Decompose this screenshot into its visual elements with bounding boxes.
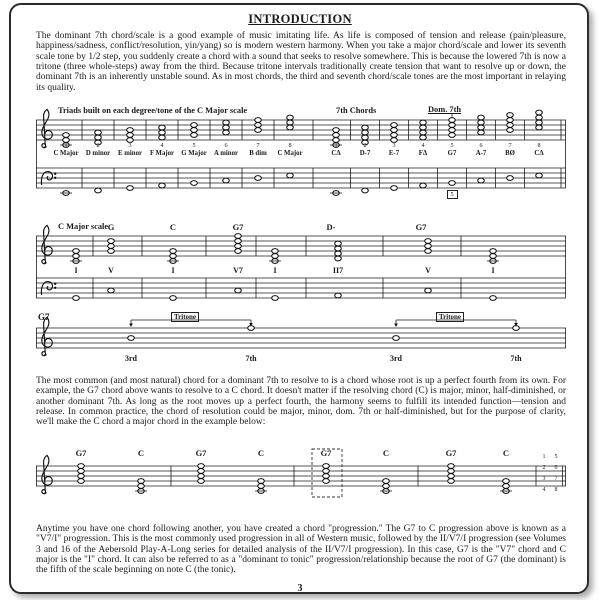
triad-degree: 4 (160, 142, 164, 149)
notation-system-triads (36, 104, 566, 202)
seventh-label: BØ (505, 150, 515, 157)
triad-degree: 6 (224, 142, 228, 149)
scale-degree: 8 (554, 487, 558, 493)
bass-root-note (95, 188, 102, 193)
chord-notes (223, 120, 230, 135)
seventh-label: A-7 (475, 150, 487, 157)
triad-degree: 8 (288, 142, 292, 149)
triad-label: C Major (53, 150, 79, 157)
chord-symbol: D- (326, 222, 336, 232)
chord-symbol: G (107, 222, 115, 232)
chord-symbol: G7 (445, 448, 457, 458)
bass-root-note (536, 173, 543, 178)
chord-symbol: C (169, 222, 177, 232)
chord-symbol: C (382, 448, 390, 458)
chord-notes (335, 241, 342, 261)
bass-root-note (170, 296, 177, 301)
interval-label: 3rd (125, 354, 137, 363)
triad-degree: 2 (96, 142, 100, 149)
bass-root-note (287, 173, 294, 178)
seventh-chords-heading: 7th Chords (336, 106, 377, 115)
triads-heading: Triads built on each degree/tone of the C Major scale (58, 106, 248, 115)
bass-root-note (507, 176, 514, 181)
seventh-label: G7 (447, 150, 457, 157)
bass-root-note (272, 296, 279, 301)
seventh-label: FΔ (418, 150, 428, 157)
roman-numeral: I (273, 266, 277, 275)
scale-degree: 7 (554, 476, 558, 482)
tritone-label: Tritone (436, 312, 464, 322)
tritone-label: Tritone (171, 312, 199, 322)
chord-notes (159, 125, 166, 140)
paragraph-1: The dominant 7th chord/scale is a good example of music imitating life. As life is composed of tension and release (pain/pleasure, happiness/sadness, conflict/resolution, yin/yang) so is modern western harmony. When you take a major chord/scale and lower its seventh scale tone by 1/2 step, you suddenly create a chord with a sound that seeks to resolve somewhere. This is because the lowered 7th is now a tritone (three whole-steps) away from the third. Because tritone intervals traditionally create tension that want to resolve up or down, the dominant 7th is an inherently unstable sound. As in most chords, the third and seventh chord/scale tones are the most important in relaying its quality. (36, 31, 566, 93)
treble-clef-icon (42, 225, 52, 263)
seventh-degree: 8 (537, 142, 541, 149)
chord-notes (536, 110, 543, 130)
bass-root-note (420, 183, 427, 188)
interval-label: 7th (510, 354, 522, 363)
bass-root-note (159, 183, 166, 188)
treble-clef-icon (42, 455, 52, 493)
chord-notes (420, 120, 427, 140)
dom7-heading: Dom. 7th (428, 105, 462, 114)
scale-degree: 3 (542, 476, 546, 482)
chord-symbol: G7 (75, 448, 87, 458)
notation-system-resolution (36, 448, 566, 518)
bass-root-note (335, 293, 342, 298)
staff-lines (36, 328, 566, 348)
scale-degree: 4 (542, 487, 546, 493)
treble-clef-icon (42, 109, 52, 147)
interval-label: 3rd (390, 354, 402, 363)
bass-root-note (127, 186, 134, 191)
chord-symbol: C (502, 448, 510, 458)
scale-degree: 2 (542, 465, 546, 471)
chord-notes (425, 239, 432, 254)
chord-symbol-highlighted: G7 (320, 448, 332, 458)
seventh-degree: 6 (479, 142, 483, 149)
roman-numeral: V7 (233, 266, 243, 275)
triad-degree: 3 (128, 142, 132, 149)
page-title: INTRODUCTION (248, 12, 352, 26)
seventh-degree: 4 (421, 142, 425, 149)
chord-notes (198, 464, 205, 484)
chord-notes (448, 464, 455, 484)
chord-notes (235, 234, 242, 254)
seventh-note (248, 326, 255, 331)
triad-label: F Major (149, 150, 175, 157)
bass-root-note (108, 288, 115, 293)
triad-label: B dim (249, 150, 267, 157)
bass-staff-lines (36, 168, 566, 188)
bass-root-note (255, 176, 262, 181)
chord-notes (255, 118, 262, 133)
chord-symbol: G7 (232, 222, 244, 232)
chord-notes (127, 128, 134, 143)
chord-notes (108, 239, 115, 254)
seventh-degree: 5 (450, 142, 454, 149)
chord-symbol: G7 (415, 222, 427, 232)
treble-clef-icon (42, 317, 52, 355)
scale-degree: 6 (554, 465, 558, 471)
seventh-degree: 7 (508, 142, 512, 149)
bass-root-note (449, 181, 456, 186)
paragraph-3: Anytime you have one chord following another, you have created a chord "progression." The G7 to C progression above is known as a "V7/I" progression. This is the most commonly used progression in all of Western music, followed by the II/V7/I progression (see Volumes 3 and 16 of the Aebersold Play-A-Long series for detailed analysis of the II/V7/I progression). In this case, G7 is the "V7" chord and C major is the "I" chord. It can also be referred to as a "dominant to tonic" progression/relationship because the root of G7 (the dominant) is the fifth of the scale beginning on note C (the tonic). (36, 524, 566, 576)
triad-degree: 7 (256, 142, 260, 149)
interval-label: 7th (245, 354, 257, 363)
seventh-degree: 3 (392, 142, 396, 149)
triad-degree: 5 (192, 142, 196, 149)
triad-label: G Major (181, 150, 207, 157)
cmajor-scale-heading: C Major scale (58, 222, 109, 231)
treble-staff-lines (36, 120, 566, 140)
chord-notes (287, 115, 294, 130)
seventh-label: CΔ (331, 150, 341, 157)
seventh-degree: 1 (334, 142, 338, 149)
bass-root-note (425, 288, 432, 293)
chord-notes (323, 464, 330, 484)
chord-notes (449, 118, 456, 138)
treble-staff-lines (36, 236, 566, 256)
scale-degree: 5 (554, 454, 558, 460)
staff-3 (36, 312, 566, 370)
third-note (393, 336, 400, 341)
triad-label: E minor (118, 150, 142, 157)
bass-root-note (235, 288, 242, 293)
seventh-label: E-7 (388, 150, 400, 157)
bass-staff-lines (36, 278, 566, 298)
staff-4 (36, 448, 566, 512)
chord-symbol: G7 (195, 448, 207, 458)
bass-root-note (478, 178, 485, 183)
paragraph-2: The most common (and most natural) chord for a dominant 7th to resolve to is a chord whose root is up a perfect fourth from its own. For example, the G7 chord above wants to resolve to a C chord. It doesn't matter if the resolving chord (C) is major, minor, half-diminished, or another dominant 7th. As long as the root moves up a perfect fourth, the harmony seems to fulfill its intended function—tension and release. In common practice, the chord of resolution could be major, minor, dom. 7th or half-diminished, but for the purpose of clarity, we'll make the C chord a major chord in the example below: (36, 376, 566, 428)
bass-root-note (191, 181, 198, 186)
chord-notes (191, 123, 198, 138)
chord-notes (78, 464, 85, 484)
notation-system-tritone (36, 312, 566, 370)
roman-numeral: II7 (332, 266, 344, 275)
roman-numeral: I (171, 266, 175, 275)
chord-symbol: C (137, 448, 145, 458)
bass-root-note (391, 186, 398, 191)
chord-symbol: C (257, 448, 265, 458)
notation-system-progression (36, 222, 566, 312)
scale-degree: 1 (542, 454, 546, 460)
chord-notes (478, 115, 485, 135)
triad-label: D minor (85, 150, 111, 157)
roman-numeral: I (491, 266, 495, 275)
roman-numeral: V (425, 266, 431, 275)
triad-label: C Major (277, 150, 303, 157)
bass-root-note (223, 178, 230, 183)
roman-numeral: V (108, 266, 114, 275)
triad-label: A minor (214, 150, 238, 157)
bass-root-note (362, 188, 369, 193)
third-note (128, 336, 135, 341)
g7-label: G7 (38, 312, 50, 322)
bass-root-note (73, 296, 80, 301)
chord-notes (391, 123, 398, 143)
bass-root-note (490, 296, 497, 301)
seventh-note (513, 326, 520, 331)
seventh-label: CΔ (534, 150, 544, 157)
triad-degree: 1 (64, 142, 68, 149)
page-number: 3 (297, 583, 303, 594)
tritone-bracket (129, 320, 253, 327)
roman-numeral: I (74, 266, 78, 275)
seventh-degree: 2 (363, 142, 367, 149)
chord-notes (507, 113, 514, 133)
tritone-bracket (394, 320, 518, 327)
staff-lines (36, 466, 566, 486)
seventh-label: D-7 (359, 150, 371, 157)
dominant-degree-boxed: 5 (447, 190, 458, 199)
